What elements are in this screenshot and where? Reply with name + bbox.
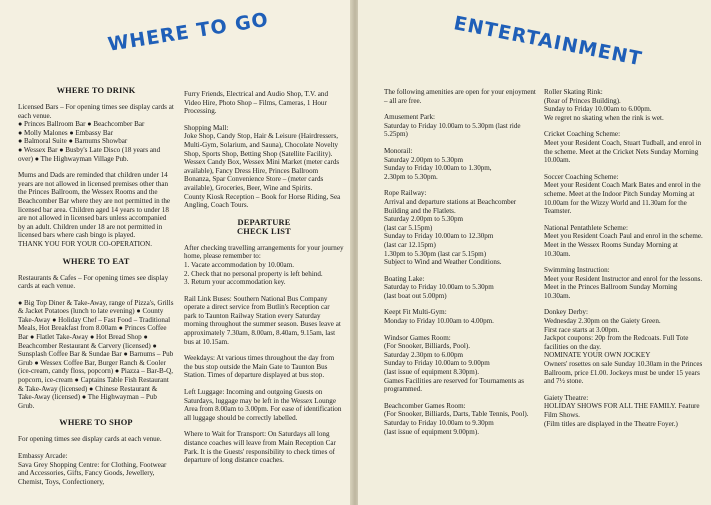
paragraph: Left Luggage: Incoming and outgoing Guests on Saturdays, luggage may be left in the Wessex Lounge Area from 8.00am to 3.00pm. For ease of identification all luggage should be correctly labelled.	[184, 388, 342, 422]
right-page	[358, 0, 711, 505]
paragraph: National Pentathlete Scheme: Meet you Resident Coach Paul and enrol in the scheme. Meet in the Wessex Rooms Sunday Morning at 10.30am.	[544, 223, 703, 258]
paragraph: Weekdays: At various times throughout the day from the bus stop outside the Main Gate to Taunton Bus Station. Times of departure displayed at bus stop.	[184, 354, 335, 380]
paragraph: For opening times see display cards at each venue.	[18, 435, 162, 444]
paragraph: Licensed Bars – For opening times see display cards at each venue. ● Princes Ballroom Bar ● Beachcomber Bar ● Molly Malones ● Embassy Bar ● Balmoral Suite ● Barnums Showbar ● Wessex Bar ● Busby's Late Disco (18 years and over) ● The Highwayman Village Pub.	[18, 103, 174, 163]
paragraph: Rail Link Buses: Southern National Bus Company operate a direct service from Butlin's Reception car park to Taunton Railway Station every Saturday morning throughout the summer season. Buses leave at approximately 7.30am, 8.00am, 8.40am, 9.15am, last bus at 10.15am.	[184, 294, 341, 346]
paragraph: Beachcomber Games Room: (For Snooker, Billiards, Darts, Table Tennis, Pool). Saturday to Friday 10.00am to 9.30pm (last issue of equipment 9.00pm).	[384, 401, 529, 436]
paragraph: Amusement Park: Saturday to Friday 10.00am to 5.30pm (last ride 5.25pm)	[384, 113, 521, 139]
section-heading: DEPARTURE CHECK LIST	[237, 217, 291, 236]
where-to-go-title: WHERE TO GO	[106, 8, 271, 56]
right-column-1	[384, 88, 536, 444]
paragraph: Rope Railway: Arrival and departure stations at Beachcomber Building and the Flatlets. Saturday 2.00pm to 5.30pm (last car 5.15pm) Sunday to Friday 10.00am to 12.30pm (last car 12.15pm) 1.30pm to 5.30pm (last car 5.15pm) Subject to Wind and Weather Conditions.	[384, 189, 517, 267]
paragraph: Gaiety Theatre: HOLIDAY SHOWS FOR ALL THE FAMILY. Feature Film Shows. (Film titles are displayed in the Theatre Foyer.)	[544, 393, 700, 428]
paragraph: Monorail: Saturday 2.00pm to 5.30pm Sunday to Friday 10.00am to 1.30pm, 2.30pm to 5.30pm.	[384, 146, 492, 181]
paragraph: Roller Skating Rink: (Rear of Princes Building). Sunday to Friday 10.00am to 6.00pm. We regret no skating when the rink is wet.	[544, 88, 664, 122]
paragraph: Keept Fit Multi-Gym: Monday to Friday 10.00am to 4.00pm.	[384, 308, 494, 326]
section-heading: WHERE TO DRINK	[56, 86, 136, 95]
paragraph: Boating Lake: Saturday to Friday 10.00am to 5.30pm (last boat out 5.00pm)	[384, 274, 494, 300]
paragraph: Soccer Coaching Scheme: Meet your Resident Coach Mark Bates and enrol in the scheme. Meet at the Indoor Pitch Sunday Morning at 10.00am for the Wizzy World and 11.30am for the Teamster.	[544, 172, 701, 216]
left-column-2	[184, 90, 344, 473]
section-heading: WHERE TO EAT	[62, 256, 130, 266]
paragraph: After checking travelling arrangements for your journey home, please remember to: 1. Vacate accommodation by 10.00am. 2. Check that no personal property is left behind. 3. Return your accommodation key.	[184, 243, 344, 287]
paragraph: The following amenities are open for your enjoyment – all are free.	[384, 88, 536, 105]
paragraph: Where to Wait for Transport: On Saturdays all long distance coaches will leave from Main Reception Car Park. It is the Guests' responsibility to check times of departure of long distance coaches.	[184, 430, 336, 465]
paragraph: Embassy Arcade: Sava Grey Shopping Centre: for Clothing, Footwear and Accessories, Gifts, Fancy Goods, Jewellery, Chemist, Toys, Confectionery,	[18, 452, 167, 486]
paragraph: Furry Friends, Electrical and Audio Shop, T.V. and Video Hire, Photo Shop – Films, Cameras, 1 Hour Processing.	[184, 90, 329, 116]
left-column-1	[18, 86, 174, 494]
paragraph: Mums and Dads are reminded that children under 14 years are not allowed in licensed premises other than the Princes Ballroom, the Wessex Rooms and the Beachcomber Bar where they are not permitted in the licensed bar area. Children aged 14 years to under 18 are not allowed in licensed bars unless accompanied by an adult. Children under 18 are not permitted in licensed bars where cash bingo is played. THANK YOU FOR YOUR CO-OPERATION.	[18, 171, 171, 248]
section-heading: WHERE TO SHOP	[59, 418, 133, 428]
paragraph: Swimming Instruction: Meet your Resident Instructor and enrol for the lessons. Meet in the Princes Ballroom Sunday Morning 10.30am.	[544, 266, 703, 300]
left-page	[0, 0, 353, 505]
paragraph: Windsor Games Room: (For Snooker, Billiards, Pool). Saturday 2.30pm to 6.00pm Sunday to Friday 10.00am to 9.00pm (last issue of equipment 8.30pm). Games Facilities are reserved for Tournaments as programmed.	[384, 333, 525, 394]
paragraph: Donkey Derby: Wednesday 2.30pm on the Gaiety Green. First race starts at 3.00pm. Jackpot coupons: 20p from the Redcoats. Full Tote facilities on the day. NOMINATE YOUR OWN JOCKEY Owners' rosettes on sale Sunday 10.30am in the Princes Ballroom, price £1.00. Jockeys must be under 15 years and 7½ stone.	[544, 308, 703, 386]
paragraph: Cricket Coaching Scheme: Meet your Resident Coach, Stuart Tudball, and enrol in the scheme. Meet at the Cricket Nets Sunday Morning 10.00am.	[544, 130, 702, 165]
right-column-2	[544, 88, 704, 436]
paragraph: Shopping Mall: Joke Shop, Candy Stop, Hair & Leisure (Hairdressers, Multi-Gym, Solarium, and Sauna), Chocolate Novelty Shop, Sports Shop, Betting Shop (Satellite Facility). Wessex Candy Box, Wessex Mini Market (meter cards available), Fancy Dress Hire, Princes Ballroom Bonanza, Spar Convenience Store – (meter cards available), Groceries, Beer, Wine and Spirits. County Kiosk Reception – Book for Horse Riding, Sea Angling, Coach Tours.	[184, 123, 341, 210]
paragraph: Restaurants & Cafes – For opening times see display cards at each venue.	[18, 273, 169, 291]
paragraph: ● Big Top Diner & Take-Away, range of Pizza's, Grills & Jacket Potatoes (lunch to late evening) ● County Take-Away ● Holiday Chef – Fast Food – Traditional Meals, Hot Breakfast from 8.00am ● Princes Coffee Bar ● Flatlet Take-Away ● Hot Bread Shop ● Beachcomber Restaurant & Carvery (licensed) ● Sunsplash Coffee Bar & Sundae Bar ● Barnums – Pub Grub ● Wessex Coffee Bar, Burger Ranch & Cooler (ice-cream, candy floss, popcorn) ● Piazza – Bar-B-Q, popcorn, ice-cream ● Captains Table Fish Restaurant & Take-Away (licensed) ● Chinese Restaurant & Take-Away (licensed) ● The Highwayman – Pub Grub.	[18, 298, 174, 410]
entertainment-title: ENTERTAINMENT	[451, 12, 645, 71]
